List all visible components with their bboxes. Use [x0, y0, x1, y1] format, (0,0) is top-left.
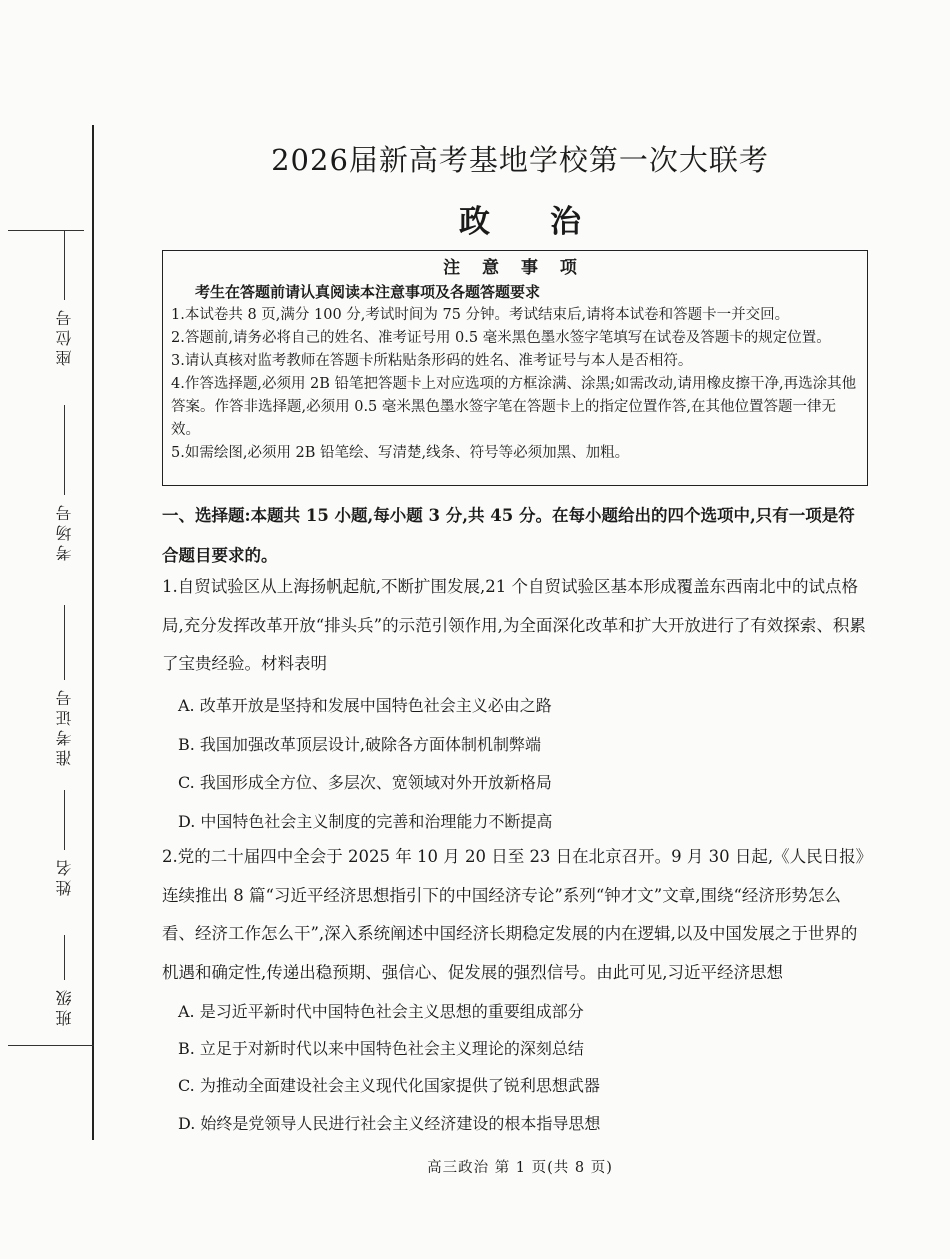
class-field[interactable]: [40, 935, 88, 1032]
question-2: [162, 838, 870, 992]
notice-item: 5.如需绘图,必须用 2B 铅笔绘、写清楚,线条、符号等必须加黑、加粗。: [171, 445, 630, 461]
subject-title: 政治: [459, 204, 641, 240]
question-1: [162, 568, 870, 684]
question-option[interactable]: B. 立足于对新时代以来中国特色社会主义理论的深刻总结: [178, 1039, 584, 1058]
question-option[interactable]: D. 中国特色社会主义制度的完善和治理能力不断提高: [178, 812, 553, 831]
binding-line: [92, 125, 94, 1140]
question-option[interactable]: A. 是习近平新时代中国特色社会主义思想的重要组成部分: [178, 1002, 584, 1021]
admission-number-label: 准考证号: [54, 686, 74, 766]
seat-number-field[interactable]: [40, 230, 88, 372]
notice-item: 3.请认真核对监考教师在答题卡所粘贴条形码的姓名、准考证号与本人是否相符。: [171, 353, 693, 369]
question-option[interactable]: C. 我国形成全方位、多层次、宽领域对外开放新格局: [178, 773, 552, 792]
question-stem: 1.自贸试验区从上海扬帆起航,不断扩围发展,21 个自贸试验区基本形成覆盖东西南北中的试点格局,充分发挥改革开放“排头兵”的示范引领作用,为全面深化改革和扩大开放进行了有效探索、积累了宝贵经验。材料表明: [162, 577, 866, 673]
exam-room-field[interactable]: [40, 405, 88, 567]
notice-heading: 注 意 事 项: [443, 258, 585, 278]
question-stem: 2.党的二十届四中全会于 2025 年 10 月 20 日至 23 日在北京召开。9 月 30 日起,《人民日报》连续推出 8 篇“习近平经济思想指引下的中国经济专论”系列“钟才文”文章,围绕“经济形势怎么看、经济工作怎么干”,深入系统阐述中国经济长期稳定发展的内在逻辑,以及中国发展之于世界的机遇和确定性,传递出稳预期、强信心、促发展的强烈信号。由此可见,习近平经济思想: [162, 847, 864, 982]
section-heading: 一、选择题:本题共 15 小题,每小题 3 分,共 45 分。在每小题给出的四个选项中,只有一项是符合题目要求的。: [162, 506, 855, 565]
name-label: 姓名: [54, 856, 74, 896]
page-footer: 高三政治 第 1 页(共 8 页): [427, 1160, 613, 1176]
exam-title: 2026届新高考基地学校第一次大联考: [271, 143, 769, 177]
notice-item: 4.作答选择题,必须用 2B 铅笔把答题卡上对应选项的方框涂满、涂黑;如需改动,请用橡皮擦干净,再选涂其他答案。作答非选择题,必须用 0.5 毫米黑色墨水签字笔在答题卡上的指定位置作答,在其他位置答题一律无效。: [171, 376, 857, 438]
notice-box: [162, 250, 868, 486]
question-option[interactable]: B. 我国加强改革顶层设计,破除各方面体制机制弊端: [178, 735, 542, 754]
question-option[interactable]: C. 为推动全面建设社会主义现代化国家提供了锐利思想武器: [178, 1076, 600, 1095]
notice-item: 2.答题前,请务必将自己的姓名、准考证号用 0.5 毫米黑色墨水签字笔填写在试卷及答题卡的规定位置。: [171, 330, 831, 346]
exam-room-label: 考场号: [54, 501, 74, 561]
class-label: 班级: [54, 986, 74, 1026]
name-field[interactable]: [40, 790, 88, 902]
question-option[interactable]: A. 改革开放是坚持和发展中国特色社会主义必由之路: [178, 696, 552, 715]
question-option[interactable]: D. 始终是党领导人民进行社会主义经济建设的根本指导思想: [178, 1114, 601, 1133]
notice-subheading: 考生在答题前请认真阅读本注意事项及各题答题要求: [195, 283, 541, 301]
notice-item: 1.本试卷共 8 页,满分 100 分,考试时间为 75 分钟。考试结束后,请将本试卷和答题卡一并交回。: [171, 307, 790, 323]
admission-number-field[interactable]: [40, 605, 88, 772]
seat-number-label: 座位号: [54, 306, 74, 366]
student-info-fields: [40, 230, 90, 1050]
